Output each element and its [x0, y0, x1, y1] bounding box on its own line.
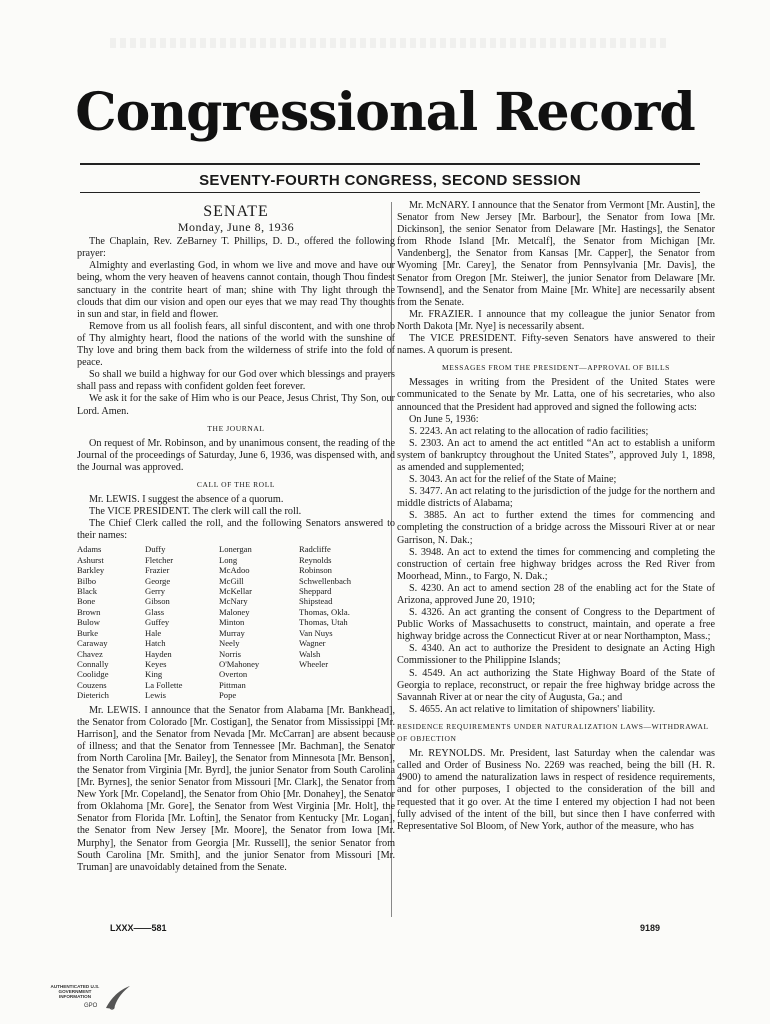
senator-name: Shipstead [299, 596, 333, 607]
senator-name: Hayden [145, 648, 172, 659]
paragraph: Mr. LEWIS. I announce that the Senator from Alabama [Mr. Bankhead], the Senator from Colorado [Mr. Costigan], the Senator from Mississippi [Mr. Harrison], and the Senator from Nevada [Mr. McCarran] are absent because of illness; and that the Senator from Tennessee [Mr. Bachman], the Senator from North Carolina [Mr. Bailey], the Senator from Minnesota [Mr. Benson], the Senator from Virginia [Mr. Byrd], the junior Senator from South Carolina [Mr. Byrnes], the senior Senator from Missouri [Mr. Clark], the Senator from New York [Mr. Copeland], the Senator from Ohio [Mr. Donahey], the Senator from Oklahoma [Mr. Gore], the Senator from West Virginia [Mr. Holt], the Senator from Florida [Mr. Loftin], the Senator from Kentucky [Mr. Logan], the Senator from New Jersey [Mr. Moore], the Senator from Iowa [Mr. Murphy], the Senator from Georgia [Mr. Russell], the senior Senator from South Carolina [Mr. Smith], and the junior Senator from Missouri [Mr. Truman] are unavoidably detained from the Senate. [77, 704, 395, 873]
senator-name: Pittman [219, 679, 246, 690]
paragraph: Almighty and everlasting God, in whom we live and move and have our being, whom the very heaven of heavens cannot contain, though Thou findest sanctuary in the contrite heart of man; shine with Thy light through the clouds that dim our vision and open our eyes that we may read Thy thoughts in sun and star, in field and flower. [77, 260, 395, 320]
senator-name: Gibson [145, 596, 170, 607]
paragraph: So shall we build a highway for our God over which blessings and prayers shall pass and repass with confident golden feet forever. [77, 369, 395, 393]
section-heading: MESSAGES FROM THE PRESIDENT—APPROVAL OF BILLS [442, 363, 670, 373]
senator-name: Bulow [77, 617, 100, 628]
senator-name: McAdoo [219, 565, 250, 576]
paragraph: Mr. McNARY. I announce that the Senator from Vermont [Mr. Austin], the Senator from New Jersey [Mr. Barbour], the Senator from Iowa [Mr. Dickinson], the senior Senator from Delaware [Mr. Hastings], the Senator from Rhode Island [Mr. Metcalf], the Senator from Michigan [Mr. Vandenberg], the Senator from Kansas [Mr. Capper], the Senator from Wyoming [Mr. Carey], the Senator from Pennsylvania [Mr. Davis], the Senator from Oregon [Mr. Steiwer], the junior Senator from Delaware [Mr. Townsend], and the Senator from Maine [Mr. White] are necessarily absent from the Senate. [397, 200, 715, 308]
senator-name: Guffey [145, 617, 170, 628]
senator-name: O'Mahoney [219, 658, 260, 669]
left-column [77, 200, 395, 874]
paragraph: S. 3885. An act to further extend the times for commencing and completing the construction of a bridge across the Missouri River at or near Garrison, N. Dak.; [397, 510, 715, 546]
senator-name: Keyes [145, 658, 167, 669]
senator-name: Fletcher [145, 554, 174, 565]
senator-name: Wagner [299, 638, 326, 649]
senator-name: Connally [77, 658, 109, 669]
senator-name: Van Nuys [299, 627, 333, 638]
senator-name: La Follette [145, 679, 183, 690]
senator-name: Hatch [145, 638, 166, 649]
paragraph: On request of Mr. Robinson, and by unanimous consent, the reading of the Journal of the proceedings of Saturday, June 6, 1936, was dispensed with, and the Journal was approved. [77, 437, 395, 473]
senator-name: McKellar [219, 586, 252, 597]
senator-name: Ashurst [77, 554, 104, 565]
senator-name: Reynolds [299, 554, 332, 565]
senator-name: Schwellenbach [299, 575, 352, 586]
bleed-through [110, 38, 670, 48]
masthead-rule-top [80, 163, 700, 165]
senator-name: Robinson [299, 565, 332, 576]
senator-name: Thomas, Utah [299, 617, 348, 628]
session-title: SEVENTY-FOURTH CONGRESS, SECOND SESSION [199, 172, 581, 189]
paragraph: On June 5, 1936: [409, 413, 479, 425]
senator-name: Lonergan [219, 544, 252, 555]
paragraph: The VICE PRESIDENT. The clerk will call the roll. [89, 506, 302, 518]
senator-name: Burke [77, 627, 99, 638]
paragraph: S. 4326. An act granting the consent of Congress to the Department of Public Works of Massachusetts to construct, maintain, and operate a free highway bridge across the Connecticut River at or near Northampton, Mass.; [397, 607, 715, 643]
senator-name: McNary [219, 596, 248, 607]
page-number: 9189 [640, 923, 661, 933]
senator-name: Caraway [77, 638, 108, 649]
senator-name: Barkley [77, 565, 105, 576]
paragraph: Mr. FRAZIER. I announce that my colleague the junior Senator from North Dakota [Mr. Nye] is necessarily absent. [397, 308, 715, 332]
section-heading: CALL OF THE ROLL [196, 479, 276, 489]
senator-name: Lewis [145, 690, 167, 701]
senator-name: Sheppard [299, 586, 332, 597]
section-heading: RESIDENCE REQUIREMENTS UNDER NATURALIZATION LAWS—WITHDRAWAL OF OBJECTION [397, 721, 709, 744]
paragraph: We ask it for the sake of Him who is our Peace, Jesus Christ, Thy Son, our Lord. Amen. [77, 393, 395, 417]
senator-name: Dieterich [77, 690, 109, 701]
masthead-rule-bottom [80, 192, 700, 193]
paragraph: S. 3477. An act relating to the jurisdiction of the judge for the northern and middle districts of Alabama; [397, 486, 715, 510]
paragraph: S. 4340. An act to authorize the President to designate an Acting High Commissioner to the Philippine Islands; [397, 643, 715, 667]
paragraph: The VICE PRESIDENT. Fifty-seven Senators have answered to their names. A quorum is present. [397, 333, 715, 357]
senator-name: Hale [145, 627, 162, 638]
senator-name: Norris [219, 648, 241, 659]
senator-name: Coolidge [77, 669, 109, 680]
senator-name: Murray [219, 627, 245, 638]
masthead-title: Congressional Record [75, 82, 695, 143]
senator-name: Radcliffe [299, 544, 331, 555]
senator-name: Neely [219, 638, 240, 649]
gpo-abbreviation: GPO [84, 1003, 98, 1009]
senator-name: Duffy [145, 544, 166, 555]
senator-name: George [145, 575, 171, 586]
senator-name: Chavez [77, 648, 103, 659]
senator-name: Bilbo [77, 575, 97, 586]
paragraph: S. 2243. An act relating to the allocation of radio facilities; [409, 425, 649, 437]
paragraph: S. 2303. An act to amend the act entitled “An act to establish a uniform system of bankruptcy throughout the United States”, approved July 1, 1898, as amended and supplemented; [397, 437, 715, 473]
roll-call-column [77, 544, 145, 700]
senator-name: Overton [219, 669, 248, 680]
senator-name: Minton [219, 617, 245, 628]
senator-name: Walsh [299, 648, 321, 659]
chamber-heading: SENATE [203, 203, 269, 220]
senator-name: Glass [145, 606, 165, 617]
paragraph: S. 3043. An act for the relief of the State of Maine; [409, 474, 617, 486]
right-column [397, 200, 715, 833]
senator-name: Adams [77, 544, 102, 555]
senator-name: Wheeler [299, 658, 329, 669]
roll-call-column [145, 544, 219, 700]
roll-call-column [299, 544, 395, 700]
senator-name: Gerry [145, 586, 166, 597]
senator-name: Brown [77, 606, 101, 617]
roll-call-names [77, 544, 395, 700]
section-heading: THE JOURNAL [207, 423, 265, 433]
page-footer-volume: LXXX——581 [110, 923, 167, 933]
paragraph: Remove from us all foolish fears, all sinful discontent, and with one throb of Thy almighty heart, flood the nations of the world with the sunshine of Thy love and bring them back from the wilderness of strife into the fold of peace. [77, 320, 395, 369]
session-date: Monday, June 8, 1936 [177, 220, 295, 235]
gpo-authentication-text: AUTHENTICATED U.S. GOVERNMENT INFORMATION [50, 984, 100, 999]
senator-name: King [145, 669, 163, 680]
paragraph: S. 3948. An act to extend the times for commencing and completing the construction of certain free highway bridges across the Red River from Moorhead, Minn., to Fargo, N. Dak.; [397, 546, 715, 582]
roll-call-column [219, 544, 299, 700]
senator-name: Bone [77, 596, 96, 607]
senator-name: Thomas, Okla. [299, 606, 350, 617]
paragraph: The Chief Clerk called the roll, and the following Senators answered to their names: [77, 518, 395, 542]
senator-name: Frazier [145, 565, 170, 576]
paragraph: S. 4655. An act relative to limitation of shipowners' liability. [409, 703, 656, 715]
paragraph: Mr. LEWIS. I suggest the absence of a quorum. [89, 494, 284, 506]
paragraph: Messages in writing from the President of the United States were communicated to the Senate by Mr. Latta, one of his secretaries, who also announced that the President had approved and signed the following acts: [397, 377, 715, 413]
senator-name: Pope [219, 690, 237, 701]
paragraph: S. 4549. An act authorizing the State Highway Board of the State of Georgia to replace, reconstruct, or repair the free highway bridge across the Savannah River at or near the city of Augusta, Ga.; and [397, 667, 715, 703]
paragraph: S. 4230. An act to amend section 28 of the enabling act for the State of Arizona, approved June 20, 1910; [397, 582, 715, 606]
senator-name: Black [77, 586, 98, 597]
paragraph: The Chaplain, Rev. ZeBarney T. Phillips, D. D., offered the following prayer: [77, 236, 395, 260]
senator-name: Maloney [219, 606, 250, 617]
paragraph: Mr. REYNOLDS. Mr. President, last Saturday when the calendar was called and Order of Business No. 2269 was reached, being the bill (H. R. 4900) to amend the naturalization laws in respect of residence requirements, and for other purposes, I objected to the consideration of the bill and requested that it go over. At the time I entered my objection I had not been fully advised of the intent of the bill, but since then I have conferred with Representative Sol Bloom, of New York, author of the measure, who has [397, 748, 715, 832]
senator-name: Long [219, 554, 238, 565]
senator-name: Couzens [77, 679, 107, 690]
senator-name: McGill [219, 575, 244, 586]
